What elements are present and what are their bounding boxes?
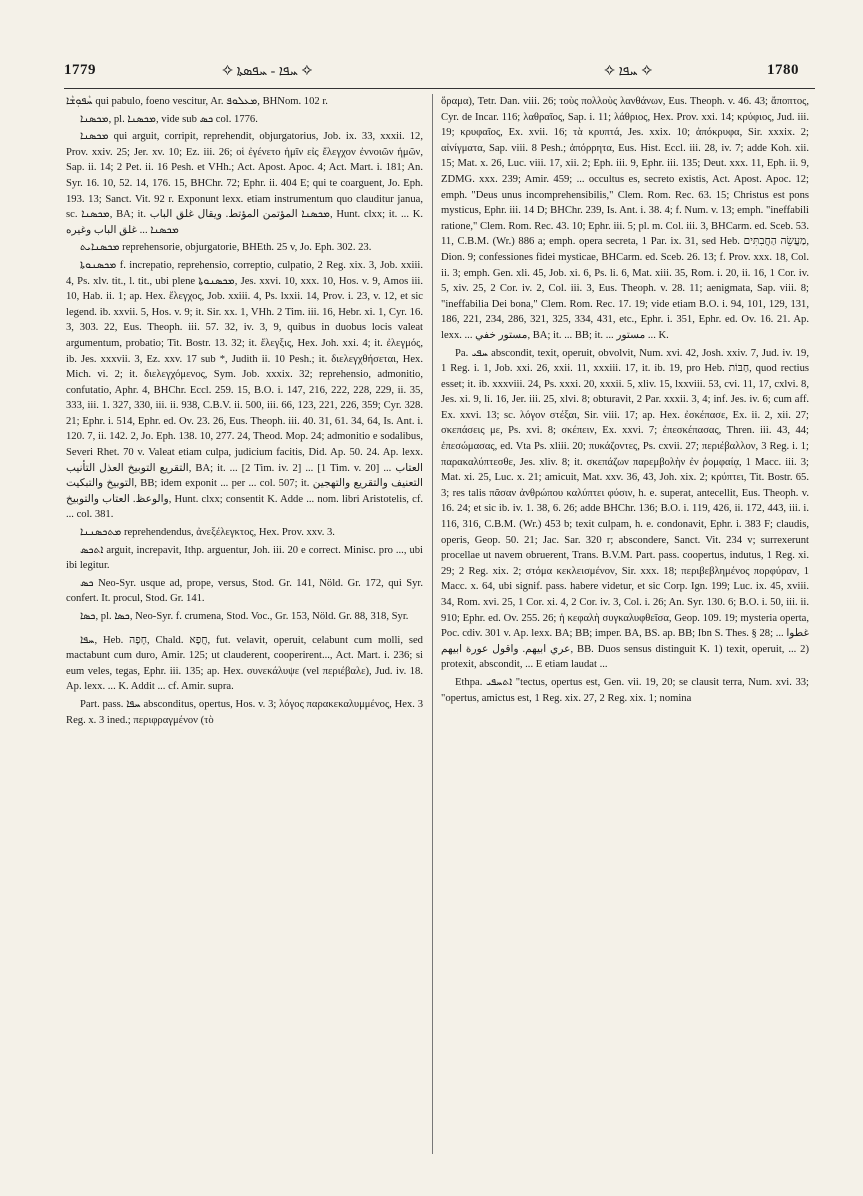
column-divider	[432, 94, 433, 1154]
header-rule	[64, 88, 815, 89]
left-column	[66, 94, 423, 1154]
entry-paragraph: ܡܟܣܢܐ, pl. ܡܟܣܢܐ, vide sub ܟܣ col. 1776.	[80, 113, 258, 125]
entry-paragraph: ܟܣ Neo-Syr. usque ad, prope, versus, Stod. Gr. 141, Nöld. Gr. 172, qui Syr. confert. It. procul, Stod. Gr. 141.	[66, 577, 423, 605]
right-column	[441, 94, 809, 1154]
entry-paragraph: Part. pass. ܚܦܐ absconditus, opertus, Hos. v. 3; λόγος παρακεκαλυμμένος, Hex. 3 Reg. x. 3 ined.; περιφραγμένον (τὸ	[66, 698, 423, 726]
entry-paragraph: ܚܦܐ, Heb. חָפָה, Chald. חֲפָא, fut. velavit, operuit, celabunt cum molli, sed mactabunt cum duro, Amir. 125; ut clauderent, cooperirent..., Act. Mart. i. 236; si eum veles, tegas, Ephr. iii. 135; ap. Hex. συνεκάλυψε (vel περιέβαλε), Jud. iv. 18. Ap. lexx. ... K. Addit ... cf. Amir. supra.	[66, 634, 423, 693]
entry-paragraph: ܡܟܣܢܐܝܬ reprehensorie, objurgatorie, BHEth. 25 v, Jo. Eph. 302. 23.	[80, 242, 372, 254]
page-header	[44, 62, 819, 86]
entry-paragraph: ܡܟܣܢܐ qui arguit, corripit, reprehendit, objurgatorius, Job. ix. 33, xxxii. 12, Prov. xxiv. 25; Jer. xv. 10; Ez. iii. 26; οἱ ἐγένετο ἡμῖν εἰς ἔλεγχον ἐννοιῶν ἡμῶν, Sap. ii. 14; 2 Pet. ii. 16 Pesh. et VHh.; Act. Apost. Apoc. 4; Act. Mart. i. 181; An. Syr. 16. 10, 52. 14, 176. 15, BHChr. 72; Ephr. ii. 404 E; qui te coarguent, Jo. Eph. 193. 13; Sanct. Vit. 92 r. Exponunt lexx. etiam instrumentum quo clauditur janua, sc. ܡܟܣܢܐ, BA; it. ܡܟܣܢܐ المؤتمن المؤتط. ويقال غلق الباب, Hunt. clxx; it. ... K. ܡܟܣܢܐ ... غلق الباب وغيره	[66, 131, 423, 236]
entry-paragraph: ܚܵܦܘܼܫܵܐ qui pabulo, foeno vescitur, Ar. ܡܥܠܘܦ, BHNom. 102 r.	[66, 96, 328, 107]
left-running-head: ✧ ܚܦܐ - ܚܦܣܬܐ ✧	[222, 64, 313, 79]
entry-paragraph: ὅραμα), Tetr. Dan. viii. 26; τοὺς πολλοὺς λανθάνων, Eus. Theoph. v. 46. 43; ἄποπτος, Cyr. de Incar. 116; λαθραῖος, Sap. i. 11; λάθριος, Hex. Prov. xxi. 14; κρύφιος, Jud. iii. 19; κρυφαῖος, Ex. xvii. 16; τὰ κρυπτά, Jes. xxix. 10; ἀπόκρυφα, Sir. xxxix. 2; αἰνίγματα, Sap. viii. 8 Pesh.; ἀπόρρητα, Eus. Hist. Eccl. iii. 28, iv. 7; adde Koh. xii. 15; Mat. x. 26, Luc. viii. 17, xii. 2; Eph. iii. 9, Ephr. iii. 135; Deut. xxx. 11, Eph. ii. 9, ZDMG. xxx. 239; Amir. 459; ... occultus es, secreto existis, Act. Apost. Apoc. 12; emph. "Deus unus incomprehensibilis," Clem. Rom. Rec. 63. 15; Christus est pons mysticus, Ephr. iii. 14 D; BHChr. 239, Is. Ant. i. 38. 4; f. Num. v. 13; emph. "ineffabili ratione," Clem. Rom. Rec. 43. 10; Ephr. iii. 5; pl. m. Col. iii. 3, BHCarm. ed. Sceb. 53. 11, C.B.M. (Wr.) 886 a; emph. opera secreta, 1 Par. ix. 31, sed Heb. מַעֲשֵׂה הַחֲבִתִּים, Dion. 9; confessiones fidei mysticae, BHCarm. ed. Sceb. 26. 13; f. Prov. xxx. 18, Col. ii. 3; emph. Gen. xli. 45, Job. xi. 6, Ps. li. 6, Mat. xiii. 35, Rom. i. 20, ii. 16, 1 Cor. iv. 5, xiv. 25, 2 Cor. iv. 2, Col. iii. 3, Eus. Theoph. v. 28. 11; aenigmata, Sap. viii. 8; "ineffabilia Dei bona," Clem. Rom. Rec. 17. 19; vide etiam B.O. i. 94, 101, 129, 131, 186, 221, 234, 286, 321, 325, 334, 431, etc., Ephr. i. 351, Ephr. ed. Ov. 16. 21. Ap. lexx. ... مستور خفي, BA; it. ... BB; it. ... مستور ... K.	[441, 96, 809, 341]
entry-paragraph: Ethpa. ܐܬܚܦܝ "tectus, opertus est, Gen. vii. 19, 20; se clausit terra, Num. xvi. 33; "opertus, amictus est, 1 Reg. xix. 27, 2 Reg. xix. 1; nomina	[441, 676, 809, 704]
entry-paragraph: ܟܣܐ, pl. ܟܣܐ, Neo-Syr. f. crumena, Stod. Voc., Gr. 153, Nöld. Gr. 88, 318, Syr.	[80, 611, 409, 622]
entry-paragraph: ܡܬܟܣܢܢܐ reprehendendus, ἀνεξέλεγκτος, Hex. Prov. xxv. 3.	[80, 527, 335, 539]
entry-paragraph: ܐܬܟܣ arguit, increpavit, Ithp. arguentur, Joh. iii. 20 e correct. Minisc. pro ..., ubi ibi legitur.	[66, 544, 423, 572]
right-running-head: ✧ ܚܦܐ ✧	[604, 64, 653, 79]
entry-paragraph: Pa. ܚܦܝ abscondit, texit, operuit, obvolvit, Num. xvi. 42, Josh. xxiv. 7, Jud. iv. 19, 1 Reg. i. 1, Job. xxi. 26, xxii. 11, xxxiii. 17, it. ib. 19, pro Heb. חַבּוֹת, quod rectius esset; it. ib. xxxviii. 24, Ps. xxxi. 20, xxxii. 5, xliv. 15, lxxviii. 53, cvi. 11, 17, cxlvi. 8, Jes. xi. 9, li. 16, Jer. iii. 25, xlvi. 8; obturavit, 2 Par. xxxii. 3, 4; inf. Jes. iv. 6; cum aff. Ex. xxvi. 13; sc. λόγον στέξαι, Sir. viii. 17; ap. Hex. ἐσκέπασε, Ex. ii. 2, xii. 27; σκεπάσεις με, Ps. xvi. 8; σκέπειν, Ex. xxvi. 7; ἐπεσκέπασας, Thren. iii. 43, 44; ἐπεσώμασας, ed. Vta Ps. xliii. 20; πυκάζοντες, Ps. cxvii. 27; περιέβαλλον, 3 Reg. i. 1; παρακαλύπτεσθε, Jes. xliv. 8; it. σκεπάζων παρεμβολὴν ἐν ῥομφαίᾳ, 1 Macc. iii. 3; Mat. xi. 25, Luc. x. 21; amicuit, Mat. xxv. 36, 43, Joh. xix. 2; κρύπτει, Tit. Bostr. 65. 3; res talis πᾶσαν ἀνθρώπου καλύπτει φύσιν, h. e. superat, antecellit, Eus. Theoph. v. 16. 24; et sic ib. iv. 1. 38, 6. 26; adde BHChr. 136; B.O. i. 119, 426, ii. 172, 443, iii. i. 116, 316, C.B.M. (Wr.) 453 b; texit culpam, h. e. condonavit, Ephr. i. 383 F; claudis, operis, Geop. 50. 21; Jac. Sar. 320 r; abscondere, Sanct. Vit. 234 v; surrexerunt procellae ut navem obruerent, Trans. B.V.M. Part. pass. coopertus, indutus, 1 Reg. xi. 29; 2 Reg. xix. 2; στόμα κεκλεισμένον, Sir. xxx. 18; περιβεβλημένος πορφύραν, 1 Macc. x. 64, ubi signif. pass. habere videtur, et sic Corp. Ign. 199; Luc. ix. 45, xviii. 34, Rom. xvi. 25, 1 Cor. xi. 4, 2 Cor. iv. 3, Col. i. 26; An. Syr. 130. 6; B.O. i. 50, iii. ii. 910; Ephr. ed. Ov. 255. 26; ἡ κεφαλὴ συγκαλυφθεῖσα, Geop. 109. 19; mysteria operta, Poc. cdiv. 301 v. Ap. lexx. BA; BB; imper. BA, BS. ap. BB; Ibn S. Thes. § 28; ... غطوا عري ابيهم. واقول عورة ابيهم, BB. Duos sensus distinguit K. 1) texit, operuit, ... 2) protexit, abscondit, ... E etiam laudat ...	[441, 347, 809, 671]
entry-paragraph: ܡܟܣܢܘܬܐ f. increpatio, reprehensio, correptio, culpatio, 2 Reg. xix. 3, Job. xxiii. 4, Ps. xlv. tit., l. tit., ubi plene ܡܟܣܢܘܬܐ, Jes. xxvi. 10, xxx. 10, Hos. v. 9, Amos iii. 10, Hab. ii. 1; ap. Hex. ἔλεγχος, Job. xxiii. 4, Ps. lxxii. 14, Prov. i. 23, v. 12, et sic legend. ib. xxvii. 5, Hos. v. 9; it. Sir. xx. 1, VHh. 2 Tim. iii. 16, Hebr. xi. 1, Cyr. 16. 3, 303. 22, Eus. Theoph. iii. 57. 32, iv. 3, 9, quibus in duobus locis valeat argumentum, probatio; Tit. Bostr. 13. 32; it. ἔλεγξις, Hex. Joh. xxi. 4; it. ἐλεγμός, ib. Jes. xxxvii. 3, Ez. xxv. 17 sub *, Judith ii. 10 Pesh.; it. διελεγχθήσεται, Hex. Mich. vi. 2; it. διελεγχόμενος, Sym. Job. xxxix. 32; reprehensio, admonitio, confutatio, Aphr. 4, BHChr. Eccl. 259. 15, B.O. i. 147, 216, 222, 228, 229, ii. 35, 333, iii. 1. 327, 330, iii. ii. 938, C.B.V. ii. 500, iii. 66, 123, 221, 226, 359; Cyr. 328. 21; Ephr. i. 514, Ephr. ed. Ov. 23. 26, Eus. Theoph. iii. 40. 31, 61. 34, 64, Is. Ant. i. 120. 7, ii. 142. 2, Jo. Eph. 138. 10, 277. 24, Theod. Mop. 24; admonitio e sodalibus, Severi Rhet. 70 v. Valeat etiam culpa, judicium facitis, Did. Ap. 50. 24. Ap. lexx. التقريع التوبيخ العذل التأنيب, BA; it. ... [2 Tim. iv. 2] ... [1 Tim. v. 20] ... العتاب التوبيخ والتبكيت, BB; idem exponit ... per ... col. 507; it. التعنيف والتقريع والتهجين والوعظ. العتاب والتوبيخ, Hunt. clxx; consentit K. Adde ... nom. libri Aristotelis, cf. ... col. 381.	[66, 259, 423, 521]
right-page-number: 1780	[767, 62, 799, 78]
left-page-number: 1779	[64, 62, 96, 78]
